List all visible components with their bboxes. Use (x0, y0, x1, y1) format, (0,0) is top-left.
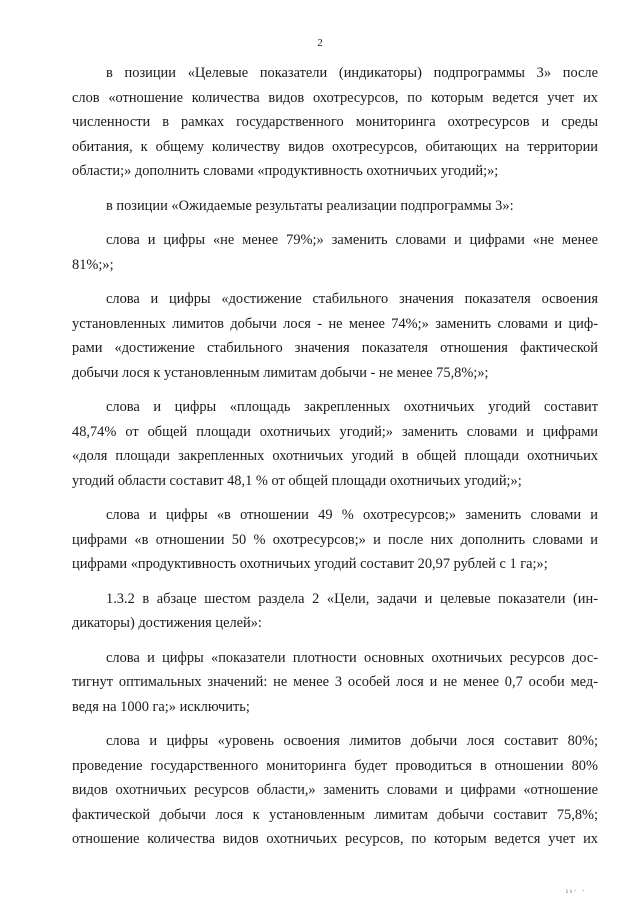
text-line: рами «достижение стабильного значения показателя отношения фактической (72, 340, 598, 356)
paragraph (72, 729, 598, 852)
paragraph (72, 587, 598, 636)
text-line: слова и цифры «в отношении 49 % охотресурсов;» заменить словами и (106, 507, 598, 523)
text-line: тигнут оптимальных значений: не менее 3 особей лося и не менее 0,7 особи мед- (72, 674, 598, 690)
text-line: обитания, к общему количеству видов охотресурсов, обитающих на территории (72, 138, 598, 155)
text-line: видов охотничьих ресурсов области,» заменить словами и цифрами «отношение (72, 782, 598, 798)
text-line: добычи лося к установленным лимитам добычи - не менее 75,8%;»; (72, 364, 489, 381)
text-line: слова и цифры «достижение стабильного значения показателя освоения (106, 291, 598, 307)
document-body (72, 61, 598, 852)
text-line: ведя на 1000 га;» исключить; (72, 698, 250, 715)
text-line: цифрами «продуктивность охотничьих угодий составит 20,97 рублей с 1 га;»; (72, 556, 548, 572)
text-line: слов «отношение количества видов охотресурсов, по которым ведется учет их (72, 89, 598, 106)
paragraph (72, 228, 598, 277)
paragraph (72, 395, 598, 493)
text-line: численности в рамках государственного мониторинга охотресурсов и среды (72, 114, 598, 130)
paragraph (72, 503, 598, 577)
text-line: «доля площади закрепленных охотничьих угодий в общей площади охотничьих (72, 448, 598, 464)
text-line: слова и цифры «площадь закрепленных охотничьих угодий составит (106, 399, 598, 415)
text-line: области;» дополнить словами «продуктивность охотничьих угодий;»; (72, 163, 499, 179)
text-line: проведение государственного мониторинга будет проводиться в отношении 80% (72, 757, 598, 774)
text-line: угодий области составит 48,1 % от общей площади охотничьих угодий;»; (72, 472, 522, 489)
text-line: 1.3.2 в абзаце шестом раздела 2 «Цели, задачи и целевые показатели (ин- (106, 590, 598, 607)
paragraph (72, 287, 598, 385)
paragraph (72, 61, 598, 184)
text-line: в позиции «Ожидаемые результаты реализации подпрограммы 3»: (106, 197, 514, 214)
text-line: фактической добычи лося к установленным лимитам добычи составит 75,8%; (72, 806, 598, 823)
text-line: дикаторы) достижения целей»: (72, 615, 262, 631)
scan-mark: ıı· · (566, 887, 587, 895)
text-line: цифрами «в отношении 50 % охотресурсов;» и после них дополнить словами и (72, 531, 598, 548)
text-line: слова и цифры «уровень освоения лимитов добычи лося составит 80%; (106, 733, 598, 749)
paragraph (72, 194, 598, 219)
text-line: слова и цифры «показатели плотности основных охотничьих ресурсов дос- (106, 649, 598, 666)
text-line: слова и цифры «не менее 79%;» заменить словами и цифрами «не менее (106, 232, 598, 248)
paragraph (72, 646, 598, 720)
text-line: в позиции «Целевые показатели (индикаторы) подпрограммы 3» после (106, 65, 598, 81)
text-line: отношение количества видов охотничьих ресурсов, по которым ведется учет их (72, 831, 598, 847)
page-number: 2 (317, 37, 323, 49)
text-line: 81%;»; (72, 256, 114, 273)
text-line: 48,74% от общей площади охотничьих угодий;» заменить словами и цифрами (72, 423, 598, 440)
text-line: установленных лимитов добычи лося - не менее 74%;» заменить словами и циф- (72, 315, 598, 332)
